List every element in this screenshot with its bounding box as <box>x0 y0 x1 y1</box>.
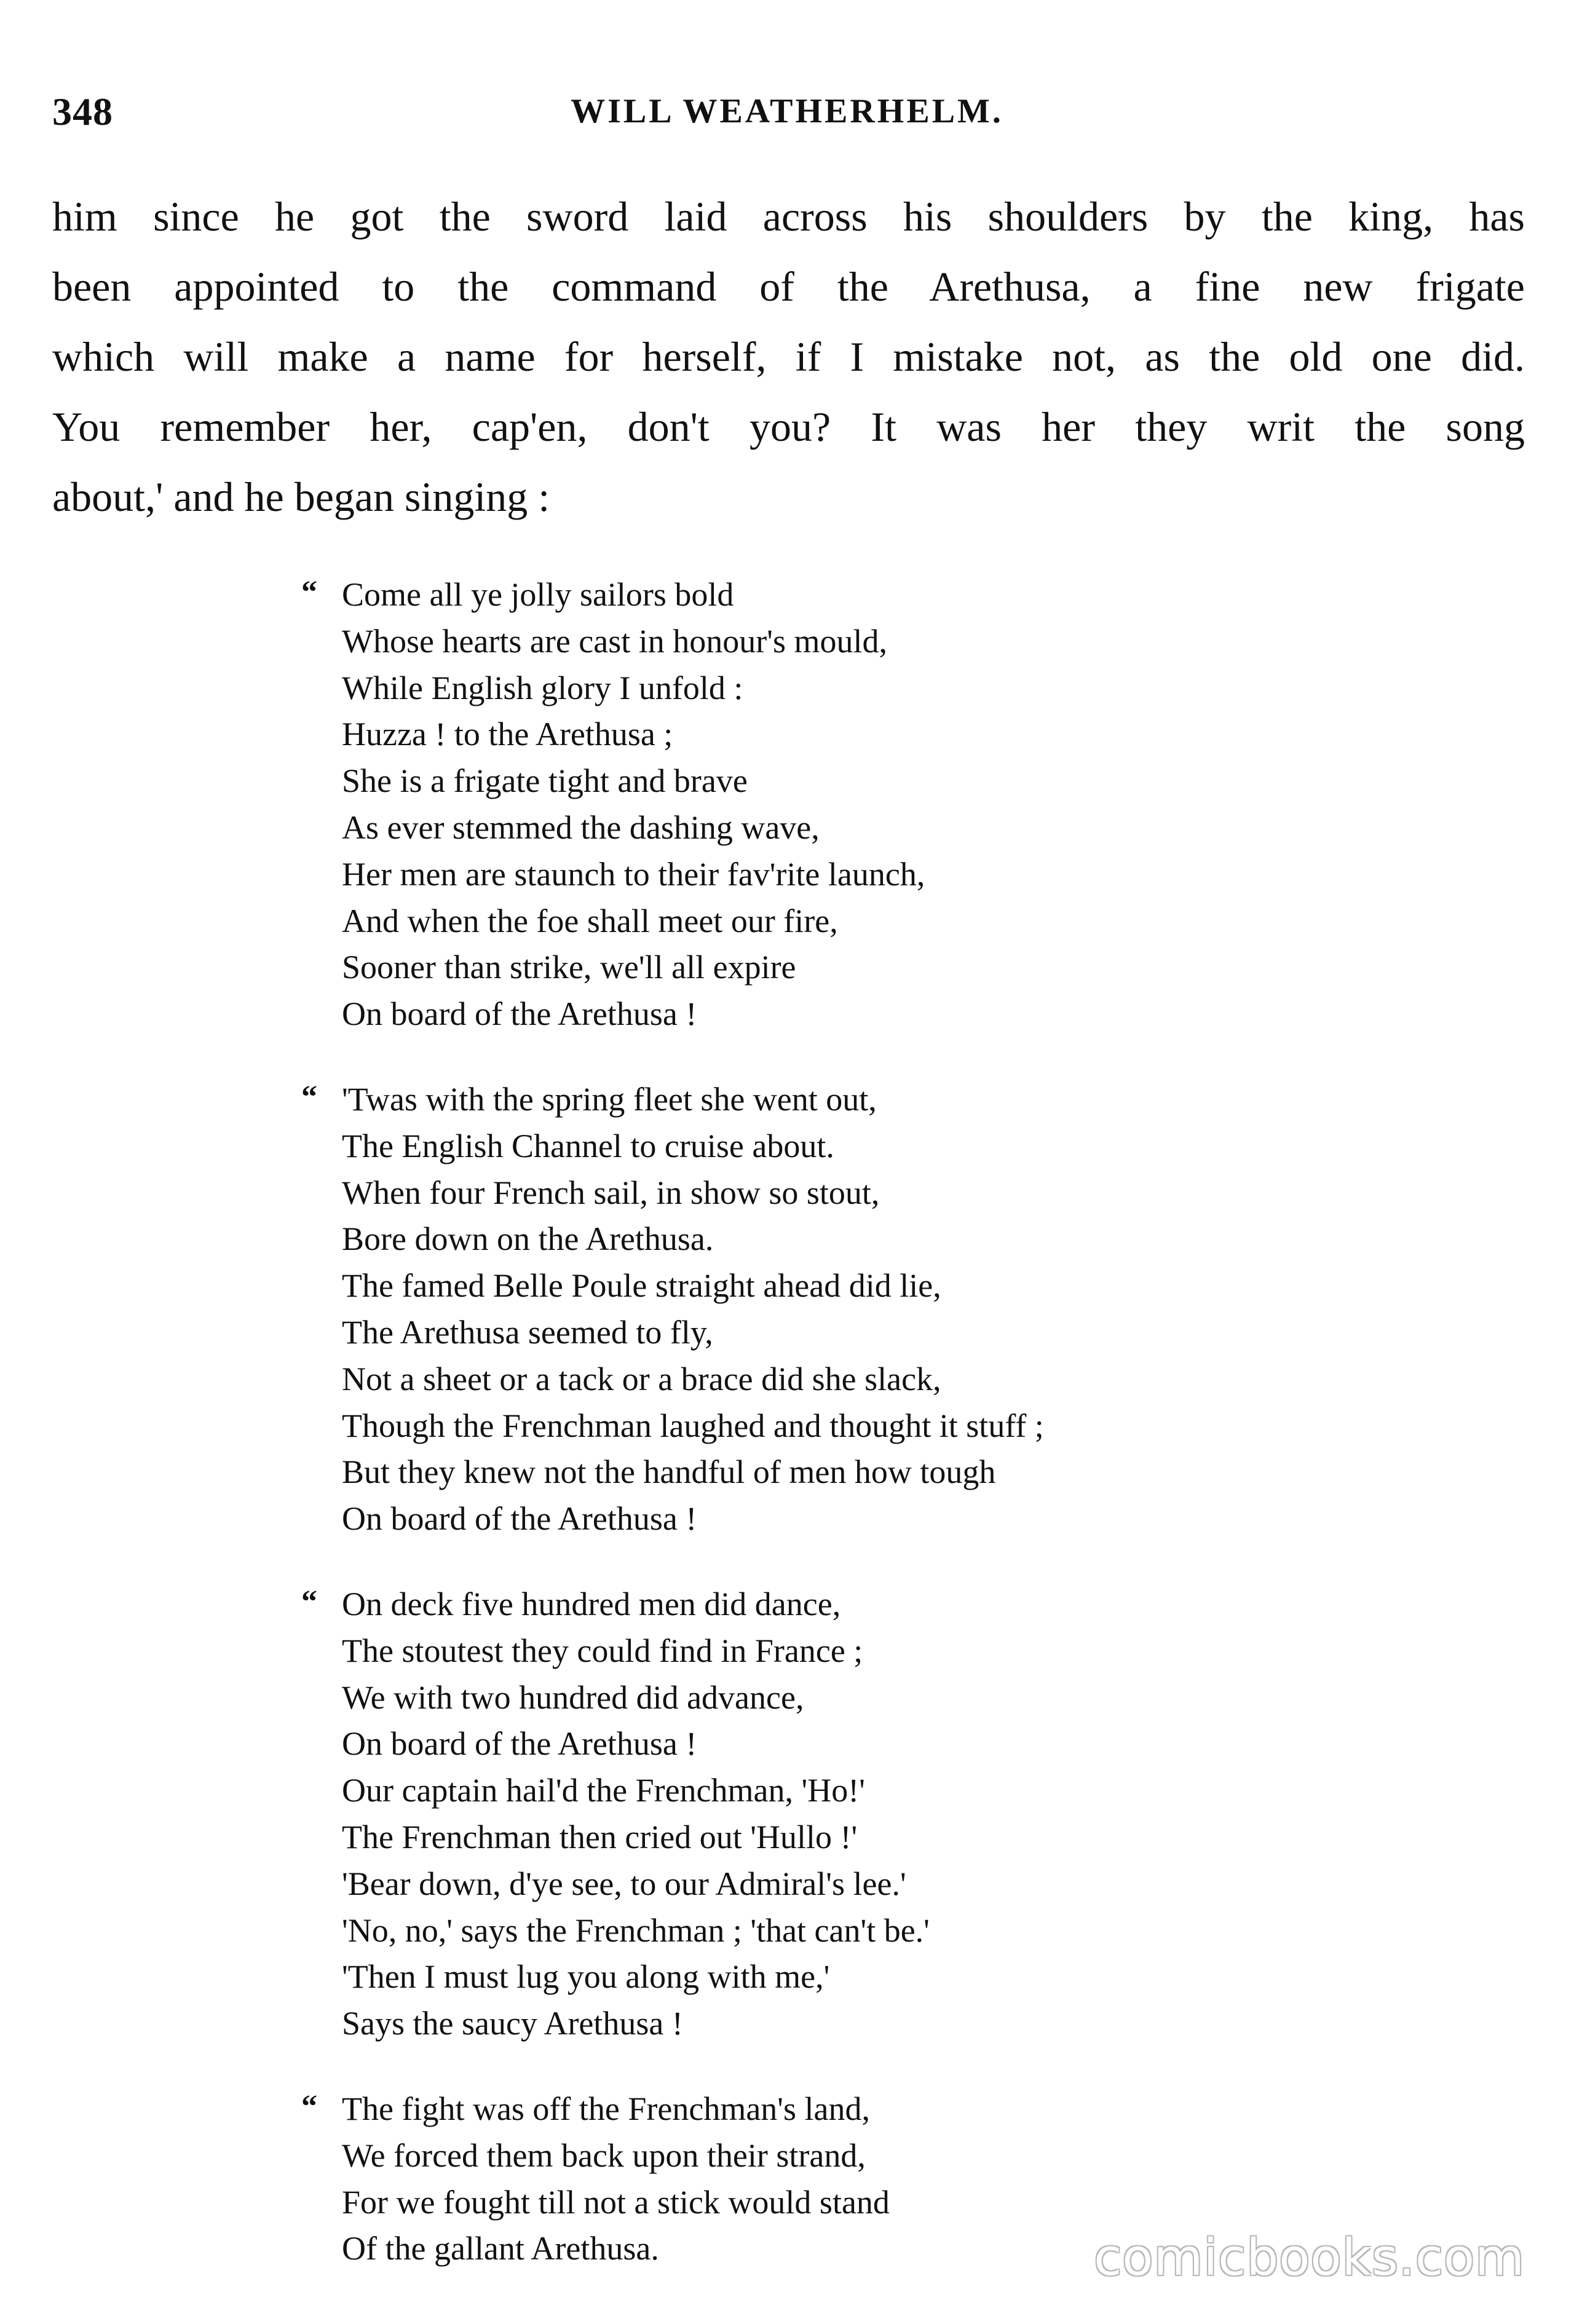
verse-line: Not a sheet or a tack or a brace did she slack, <box>342 1360 941 1397</box>
verse-line: On board of the Arethusa ! <box>342 1725 697 1763</box>
verse-line: Huzza ! to the Arethusa ; <box>342 716 673 753</box>
open-quote: “ <box>301 1079 317 1115</box>
verse-line <box>301 1581 1347 1628</box>
stanza <box>301 1077 1347 1543</box>
verse-line: For we fought till not a stick would stand <box>342 2183 890 2221</box>
verse-line: Bore down on the Arethusa. <box>342 1220 714 1258</box>
open-quote: “ <box>301 1584 317 1619</box>
prose-line: been appointed to the command of the Arethusa, a fine new frigate <box>52 263 1525 310</box>
prose-line: him since he got the sword laid across his shoulders by the king, has <box>52 193 1525 240</box>
prose-line: about,' and he began singing : <box>52 473 550 520</box>
verse-line: The Arethusa seemed to fly, <box>342 1313 713 1351</box>
page-header <box>52 89 1522 138</box>
prose-line: which will make a name for herself, if I mistake not, as the old one did. <box>52 333 1525 380</box>
verse-text: 'Twas with the spring fleet she went out, <box>342 1080 877 1118</box>
page-number: 348 <box>52 90 113 133</box>
verse-line: The stoutest they could find in France ; <box>342 1632 863 1669</box>
verse-line: 'Then I must lug you along with me,' <box>342 1958 830 1996</box>
verse-line: Her men are staunch to their fav'rite launch, <box>342 855 925 893</box>
stanza <box>301 572 1347 1038</box>
verse-text: On deck five hundred men did dance, <box>342 1585 841 1622</box>
verse-text: Come all ye jolly sailors bold <box>342 576 734 613</box>
verse-line: When four French sail, in show so stout, <box>342 1174 880 1211</box>
song-verses <box>301 572 1347 2311</box>
site-watermark: comicbooks.com <box>1094 2229 1525 2287</box>
verse-text: The fight was off the Frenchman's land, <box>342 2090 871 2127</box>
verse-line: The English Channel to cruise about. <box>342 1127 834 1164</box>
prose-paragraph <box>52 181 1525 532</box>
verse-line: The famed Belle Poule straight ahead did lie, <box>342 1267 941 1305</box>
verse-line: Says the saucy Arethusa ! <box>342 2005 683 2042</box>
verse-line: Sooner than strike, we'll all expire <box>342 949 796 986</box>
verse-line: 'Bear down, d'ye see, to our Admiral's lee.' <box>342 1865 906 1902</box>
verse-line: Of the gallant Arethusa. <box>342 2230 659 2267</box>
prose-line: You remember her, cap'en, don't you? It was her they writ the song <box>52 403 1525 450</box>
verse-line: We forced them back upon their strand, <box>342 2136 866 2174</box>
open-quote: “ <box>301 2089 317 2124</box>
verse-line: 'No, no,' says the Frenchman ; 'that can't be.' <box>342 1911 930 1949</box>
verse-line <box>301 2086 1347 2133</box>
verse-line: And when the foe shall meet our fire, <box>342 902 838 939</box>
verse-line <box>301 1077 1347 1123</box>
verse-line: She is a frigate tight and brave <box>342 762 748 800</box>
verse-line: On board of the Arethusa ! <box>342 1500 697 1538</box>
open-quote: “ <box>301 575 317 610</box>
verse-line <box>301 572 1347 619</box>
running-title: WILL WEATHERHELM. <box>571 92 1003 130</box>
verse-line: Though the Frenchman laughed and thought it stuff ; <box>342 1407 1044 1444</box>
stanza <box>301 1581 1347 2047</box>
verse-line: The Frenchman then cried out 'Hullo !' <box>342 1818 858 1856</box>
verse-line: On board of the Arethusa ! <box>342 995 697 1033</box>
verse-line: While English glory I unfold : <box>342 669 743 706</box>
verse-line: Our captain hail'd the Frenchman, 'Ho!' <box>342 1772 865 1809</box>
verse-line: But they knew not the handful of men how tough <box>342 1453 996 1491</box>
verse-line: We with two hundred did advance, <box>342 1678 804 1716</box>
verse-line: Whose hearts are cast in honour's mould, <box>342 622 887 660</box>
verse-line: As ever stemmed the dashing wave, <box>342 808 820 846</box>
